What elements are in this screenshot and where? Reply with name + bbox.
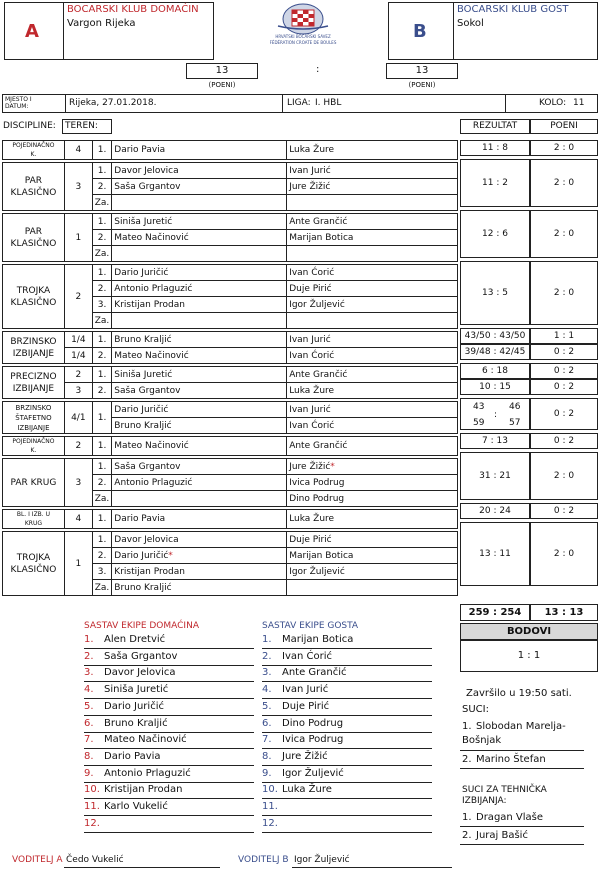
home-player: Antonio Prlaguzić xyxy=(114,283,193,294)
judge1-name-a: Slobodan Marelja- xyxy=(476,721,566,732)
roster-number: 6. xyxy=(262,717,272,729)
match-row xyxy=(3,348,458,364)
player-slot: Za. xyxy=(94,315,110,326)
result-cell: 20 : 24 xyxy=(460,503,530,519)
roster-number: 6. xyxy=(84,717,94,729)
round-value: 11 xyxy=(573,98,585,108)
discipline-name: PAR xyxy=(24,226,43,237)
player-slot: 2. xyxy=(97,232,107,243)
home-club-label: BOCARSKI KLUB DOMAĆIN xyxy=(67,4,199,15)
tech1-name: Dragan Vlaše xyxy=(476,812,544,823)
roster-player: Karlo Vukelić xyxy=(104,801,168,812)
guest-player: Ante Grančić xyxy=(289,441,348,451)
discipline-col-header: DISCIPLINE: xyxy=(3,121,56,131)
guest-player: Ivan Ćorić xyxy=(289,267,335,278)
match-row xyxy=(3,402,458,418)
discipline-name: IZBIJANJE xyxy=(12,383,55,394)
roster-number: 7. xyxy=(84,734,94,746)
guest-player: Luka Žure xyxy=(289,145,335,155)
roster-number: 3. xyxy=(262,667,272,679)
home-player: Antonio Prlaguzić xyxy=(114,477,193,488)
roster-player: Ivan Jurić xyxy=(282,684,329,696)
match-row xyxy=(3,141,458,160)
roster-number: 5. xyxy=(262,700,272,712)
discipline-name: POJEDINAČNO xyxy=(12,438,55,445)
field-number: 1/4 xyxy=(71,350,86,361)
tech1-number: 1. xyxy=(462,812,472,823)
points-cell: 2 : 0 xyxy=(530,159,598,207)
home-player: Siniša Juretić xyxy=(114,216,173,227)
home-coach-name: Čedo Vukelić xyxy=(66,855,124,865)
points-cell: 2 : 0 xyxy=(530,452,598,500)
total-result: 259 : 254 xyxy=(460,604,530,621)
league-label: LIGA: xyxy=(287,98,311,108)
relay-result-tl: 43 xyxy=(473,402,485,412)
guest-points-label: (POENI) xyxy=(408,81,436,89)
guest-player: Igor Žuljević xyxy=(289,566,345,577)
points-separator: : xyxy=(316,64,320,75)
points-cell: 2 : 0 xyxy=(530,261,598,325)
judge1-number: 1. xyxy=(462,721,472,732)
points-cell: 2 : 0 xyxy=(530,140,598,156)
discipline-name: ŠTAFETNO xyxy=(15,413,52,422)
roster-player: Bruno Kraljić xyxy=(104,717,168,729)
discipline-name: KLASIČNO xyxy=(10,297,57,308)
home-player: Dario Juričić xyxy=(114,267,169,278)
field-number: 1 xyxy=(75,558,82,569)
guest-player: Jure Žižić xyxy=(289,181,331,192)
relay-result-bl: 59 xyxy=(473,418,485,428)
player-slot: Za. xyxy=(94,197,110,208)
roster-player: Kristijan Prodan xyxy=(104,784,183,796)
roster-number: 12. xyxy=(84,817,100,829)
player-slot: 2. xyxy=(97,350,107,361)
guest-coach-name: Igor Žuljević xyxy=(294,855,350,865)
guest-player: Ante Grančić xyxy=(289,216,348,227)
result-cell: 43/50 : 43/50 xyxy=(460,328,530,344)
field-number: 4/1 xyxy=(71,412,86,423)
player-slot: 2. xyxy=(97,477,107,488)
place-value: Rijeka, 27.01.2018. xyxy=(69,98,157,108)
roster-number: 8. xyxy=(84,750,94,762)
match-row xyxy=(3,214,458,230)
player-slot: 1. xyxy=(97,334,107,345)
discipline-name: BRZINSKO xyxy=(15,403,52,412)
federation-name-hr: HRVATSKI BOĆARSKI SAVEZ xyxy=(275,34,331,39)
home-player: Bruno Kraljić xyxy=(114,334,172,345)
field-number: 2 xyxy=(75,291,82,302)
player-slot: 3. xyxy=(97,566,107,577)
points-cell: 0 : 2 xyxy=(530,398,598,430)
field-number: 3 xyxy=(75,477,82,488)
home-player: Mateo Načinović xyxy=(114,441,189,451)
field-col-header: TEREN: xyxy=(65,121,98,131)
player-slot: 2. xyxy=(97,283,107,294)
player-slot: 3. xyxy=(97,299,107,310)
match-row xyxy=(3,510,458,529)
guest-player: Ivica Podrug xyxy=(289,477,345,488)
home-points-label: (POENI) xyxy=(208,81,236,89)
guest-player: Ivan Ćorić xyxy=(289,420,335,431)
player-slot: Za. xyxy=(94,248,110,259)
home-roster-title: SASTAV EKIPE DOMAĆINA xyxy=(84,621,199,631)
roster-player: Luka Žure xyxy=(282,784,332,796)
relay-result-br: 57 xyxy=(509,418,521,428)
guest-player: Marijan Botica xyxy=(289,550,354,561)
roster-number: 7. xyxy=(262,734,272,746)
result-cell: 13 : 5 xyxy=(460,261,530,325)
guest-player: Dino Podrug xyxy=(289,493,345,504)
player-slot: 1. xyxy=(97,165,107,176)
relay-result-tr: 46 xyxy=(509,402,521,412)
player-slot: 1. xyxy=(97,267,107,278)
points-cell: 0 : 2 xyxy=(530,503,598,519)
player-slot: Za. xyxy=(94,582,110,593)
result-cell: 10 : 15 xyxy=(460,379,530,395)
tech-judges-label: SUCI ZA TEHNIČKA IZBIJANJA: xyxy=(462,785,547,806)
field-number: 4 xyxy=(75,145,82,155)
bodovi-label: BODOVI xyxy=(460,623,598,640)
roster-number: 9. xyxy=(262,767,272,779)
field-number: 1 xyxy=(75,232,82,243)
match-row xyxy=(3,459,458,475)
roster-number: 11. xyxy=(84,801,100,812)
roster-number: 2. xyxy=(262,650,272,662)
player-slot: Za. xyxy=(94,493,110,504)
bodovi-value: 1 : 1 xyxy=(460,640,598,672)
guest-player: Ante Grančić xyxy=(289,369,348,380)
home-player: Saša Grgantov xyxy=(114,461,181,472)
roster-number: 11. xyxy=(262,801,278,812)
home-player: Siniša Juretić xyxy=(114,369,173,380)
player-slot: 1. xyxy=(97,216,107,227)
points-cell: 1 : 1 xyxy=(530,328,598,344)
guest-player: Ivan Ćorić xyxy=(289,350,335,361)
match-row xyxy=(3,437,458,456)
substitution-star: * xyxy=(168,550,173,561)
guest-player: Marijan Botica xyxy=(289,232,354,243)
roster-number: 5. xyxy=(84,700,94,712)
result-cell: 13 : 11 xyxy=(460,522,530,586)
guest-player: Duje Pirić xyxy=(289,283,332,294)
discipline-name: PAR xyxy=(24,175,43,186)
roster-number: 1. xyxy=(262,634,272,645)
guest-roster-title: SASTAV EKIPE GOSTA xyxy=(262,621,359,631)
guest-player: Igor Žuljević xyxy=(289,299,345,310)
home-player: Saša Grgantov xyxy=(114,385,181,396)
guest-coach-label: VODITELJ B xyxy=(238,855,289,865)
guest-points-box: 13 xyxy=(386,63,458,79)
judge2-number: 2. xyxy=(462,754,472,765)
judges-label: SUCI: xyxy=(462,704,489,715)
roster-player: Dario Juričić xyxy=(104,700,164,712)
guest-club-label: BOCARSKI KLUB GOST xyxy=(457,4,569,15)
home-points-box: 13 xyxy=(186,63,258,79)
guest-player: Ivan Jurić xyxy=(289,404,331,415)
discipline-name: BL. I IZB. U xyxy=(16,511,50,518)
player-slot: 2. xyxy=(97,550,107,561)
judge1-name-b: Bošnjak xyxy=(462,735,502,746)
finished-time: Završilo u 19:50 sati. xyxy=(466,688,572,699)
home-player: Saša Grgantov xyxy=(114,181,181,192)
player-slot: 1. xyxy=(97,412,107,423)
guest-player: Jure Žižić xyxy=(289,461,331,472)
discipline-name: KLASIČNO xyxy=(10,564,57,575)
points-cell: 0 : 2 xyxy=(530,344,598,360)
match-table xyxy=(2,140,458,596)
points-cell: 0 : 2 xyxy=(530,433,598,449)
home-player: Dario Juričić xyxy=(114,404,169,415)
roster-player: Siniša Juretić xyxy=(104,684,169,696)
federation-logo xyxy=(269,2,337,48)
home-player: Kristijan Prodan xyxy=(114,566,185,577)
home-player: Bruno Kraljić xyxy=(114,582,172,593)
match-row xyxy=(3,265,458,281)
roster-player: Dino Podrug xyxy=(282,717,344,729)
discipline-name: K. xyxy=(30,151,37,158)
home-player: Bruno Kraljić xyxy=(114,420,172,431)
home-club-name: Vargon Rijeka xyxy=(67,18,136,29)
home-player: Dario Pavia xyxy=(114,145,166,155)
player-slot: 1. xyxy=(97,514,107,524)
player-slot: 2. xyxy=(97,385,107,396)
roster-number: 9. xyxy=(84,767,94,779)
home-player: Kristijan Prodan xyxy=(114,299,185,310)
result-cell xyxy=(460,398,530,430)
roster-number: 8. xyxy=(262,750,272,762)
points-cell: 0 : 2 xyxy=(530,363,598,379)
discipline-name: IZBIJANJE xyxy=(17,423,50,432)
player-slot: 1. xyxy=(97,369,107,380)
points-cell: 2 : 0 xyxy=(530,210,598,258)
roster-number: 10. xyxy=(262,784,278,796)
match-row xyxy=(3,532,458,548)
player-slot: 1. xyxy=(97,441,107,451)
round-label: KOLO: xyxy=(539,98,567,108)
roster-player: Duje Pirić xyxy=(282,700,330,712)
home-player: Davor Jelovica xyxy=(114,165,179,176)
tech2-number: 2. xyxy=(462,830,472,841)
field-number: 3 xyxy=(75,181,82,192)
home-team-box xyxy=(4,2,214,60)
judge2-name: Marino Štefan xyxy=(476,754,546,765)
discipline-name: KLASIČNO xyxy=(10,238,57,249)
roster-player: Mateo Načinović xyxy=(104,734,187,746)
roster-number: 12. xyxy=(262,817,278,829)
roster-number: 3. xyxy=(84,667,94,679)
guest-player: Duje Pirić xyxy=(289,534,332,545)
roster-number: 10. xyxy=(84,784,100,796)
substitution-star: * xyxy=(330,461,335,472)
home-player: Dario Juričić xyxy=(114,550,169,561)
result-cell: 39/48 : 42/45 xyxy=(460,344,530,360)
roster-number: 4. xyxy=(262,684,272,696)
match-row xyxy=(3,383,458,399)
discipline-name: PRECIZNO xyxy=(10,371,57,382)
home-letter: A xyxy=(25,21,39,42)
guest-player: Luka Žure xyxy=(289,385,335,396)
guest-player: Luka Žure xyxy=(289,514,335,524)
roster-number: 4. xyxy=(84,684,94,696)
match-row xyxy=(3,163,458,179)
roster-player: Alen Dretvić xyxy=(104,634,166,645)
roster-number: 2. xyxy=(84,650,94,662)
field-number: 2 xyxy=(75,441,82,451)
roster-player: Davor Jelovica xyxy=(104,667,176,679)
result-cell: 6 : 18 xyxy=(460,363,530,379)
discipline-name: BRZINSKO xyxy=(10,336,57,347)
tech2-name: Juraj Bašić xyxy=(476,830,528,841)
match-row xyxy=(3,367,458,383)
roster-player: Jure Žižić xyxy=(282,750,328,762)
total-points: 13 : 13 xyxy=(530,604,598,621)
field-number: 4 xyxy=(75,514,82,524)
discipline-name: PAR KRUG xyxy=(10,477,57,488)
discipline-name: K. xyxy=(30,447,37,454)
place-label: MJESTO I DATUM: xyxy=(5,96,32,110)
points-cell: 0 : 2 xyxy=(530,379,598,395)
result-cell: 7 : 13 xyxy=(460,433,530,449)
roster-player: Antonio Prlaguzić xyxy=(104,767,191,779)
federation-name-fr: FÉDÉRATION CROATE DE BOULES xyxy=(269,40,337,45)
points-col-header: POENI xyxy=(530,119,598,134)
player-slot: 1. xyxy=(97,534,107,545)
discipline-name: TROJKA xyxy=(16,552,51,563)
home-player: Mateo Načinović xyxy=(114,232,189,243)
guest-player: Ivan Jurić xyxy=(289,165,331,176)
discipline-name: KRUG xyxy=(24,520,42,527)
discipline-name: IZBIJANJE xyxy=(12,348,55,359)
guest-player: Ivan Jurić xyxy=(289,334,331,345)
roster-player: Igor Žuljević xyxy=(282,767,344,779)
home-player: Mateo Načinović xyxy=(114,350,189,361)
player-slot: 2. xyxy=(97,181,107,192)
guest-letter: B xyxy=(413,21,427,42)
result-cell: 31 : 21 xyxy=(460,452,530,500)
roster-player: Saša Grgantov xyxy=(104,650,178,662)
discipline-name: POJEDINAČNO xyxy=(12,142,55,149)
roster-player: Ivan Ćorić xyxy=(282,650,332,662)
discipline-name: KLASIČNO xyxy=(10,187,57,198)
discipline-name: TROJKA xyxy=(16,285,51,296)
player-slot: 1. xyxy=(97,145,107,155)
player-slot: 1. xyxy=(97,461,107,472)
home-player: Dario Pavia xyxy=(114,514,166,524)
relay-result-sep: : xyxy=(494,410,498,420)
roster-number: 1. xyxy=(84,634,94,645)
guest-club-name: Sokol xyxy=(457,18,484,29)
roster-player: Ante Grančić xyxy=(282,667,347,679)
home-coach-label: VODITELJ A xyxy=(12,855,63,865)
field-number: 3 xyxy=(75,385,82,396)
roster-player: Ivica Podrug xyxy=(282,734,344,746)
guest-team-box xyxy=(388,2,598,60)
result-cell: 12 : 6 xyxy=(460,210,530,258)
league-value: I. HBL xyxy=(315,98,342,108)
result-cell: 11 : 2 xyxy=(460,159,530,207)
field-number: 2 xyxy=(75,369,82,380)
result-col-header: REZULTAT xyxy=(460,119,530,134)
points-cell: 2 : 0 xyxy=(530,522,598,586)
result-cell: 11 : 8 xyxy=(460,140,530,156)
match-row xyxy=(3,332,458,348)
home-player: Davor Jelovica xyxy=(114,534,179,545)
field-number: 1/4 xyxy=(71,334,86,345)
roster-player: Dario Pavia xyxy=(104,750,161,762)
info-row xyxy=(2,94,598,113)
roster-player: Marijan Botica xyxy=(282,634,354,645)
